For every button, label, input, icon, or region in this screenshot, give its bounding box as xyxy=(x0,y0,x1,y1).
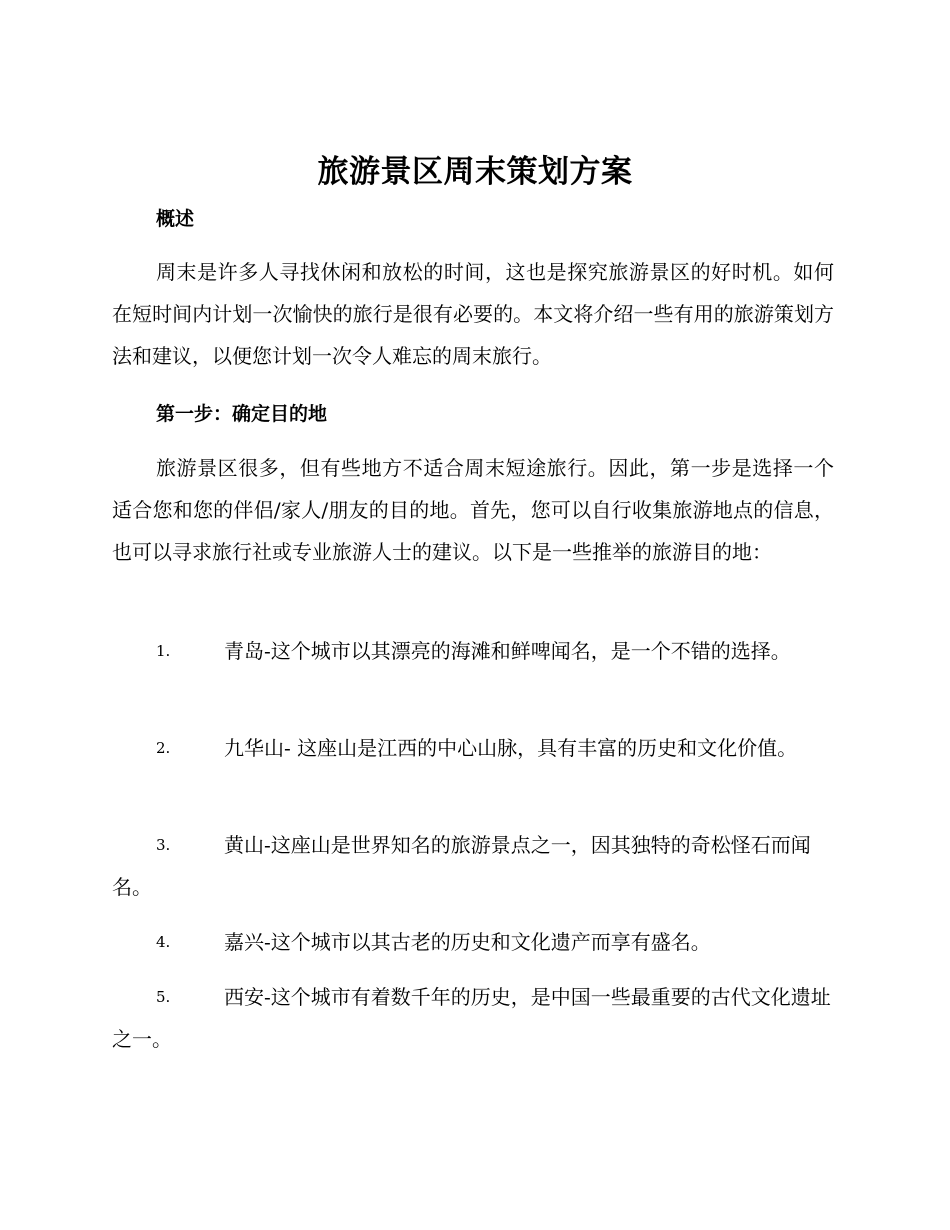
list-item-text: 西安-这个城市有着数千年的历史，是中国一些最重要的古代文化遗址之一。 xyxy=(112,985,831,1051)
list-item-number: 1. xyxy=(156,642,171,660)
list-item-number: 5. xyxy=(156,988,171,1006)
destination-list-item xyxy=(112,727,834,769)
step-one-paragraph: 旅游景区很多，但有些地方不适合周末短途旅行。因此，第一步是选择一个适合您和您的伴侣/家人/朋友的目的地。首先，您可以自行收集旅游地点的信息，也可以寻求旅行社或专业旅游人士的建议。以下是一些推举的旅游目的地： xyxy=(112,456,834,564)
destination-list-item xyxy=(112,824,834,908)
destination-list-item xyxy=(112,630,834,672)
document-title: 旅游景区周末策划方案 xyxy=(317,154,633,190)
list-item-text: 黄山-这座山是世界知名的旅游景点之一，因其独特的奇松怪石而闻名。 xyxy=(112,833,811,899)
list-item-text: 九华山- 这座山是江西的中心山脉，具有丰富的历史和文化价值。 xyxy=(224,736,798,760)
list-item-number: 4. xyxy=(156,933,171,951)
list-item-number: 2. xyxy=(156,739,171,757)
section-heading-overview: 概述 xyxy=(156,208,195,230)
list-item-text: 青岛-这个城市以其漂亮的海滩和鲜啤闻名，是一个不错的选择。 xyxy=(224,639,791,663)
list-item-number: 3. xyxy=(156,836,171,854)
overview-paragraph: 周末是许多人寻找休闲和放松的时间，这也是探究旅游景区的好时机。如何在短时间内计划一次愉快的旅行是很有必要的。本文将介绍一些有用的旅游策划方法和建议，以便您计划一次令人难忘的周末旅行。 xyxy=(112,260,834,368)
section-heading-step-one: 第一步：确定目的地 xyxy=(156,403,328,425)
destination-list-item xyxy=(112,921,834,963)
list-item-text: 嘉兴-这个城市以其古老的历史和文化遗产而享有盛名。 xyxy=(224,930,711,954)
destination-list-item xyxy=(112,976,834,1060)
